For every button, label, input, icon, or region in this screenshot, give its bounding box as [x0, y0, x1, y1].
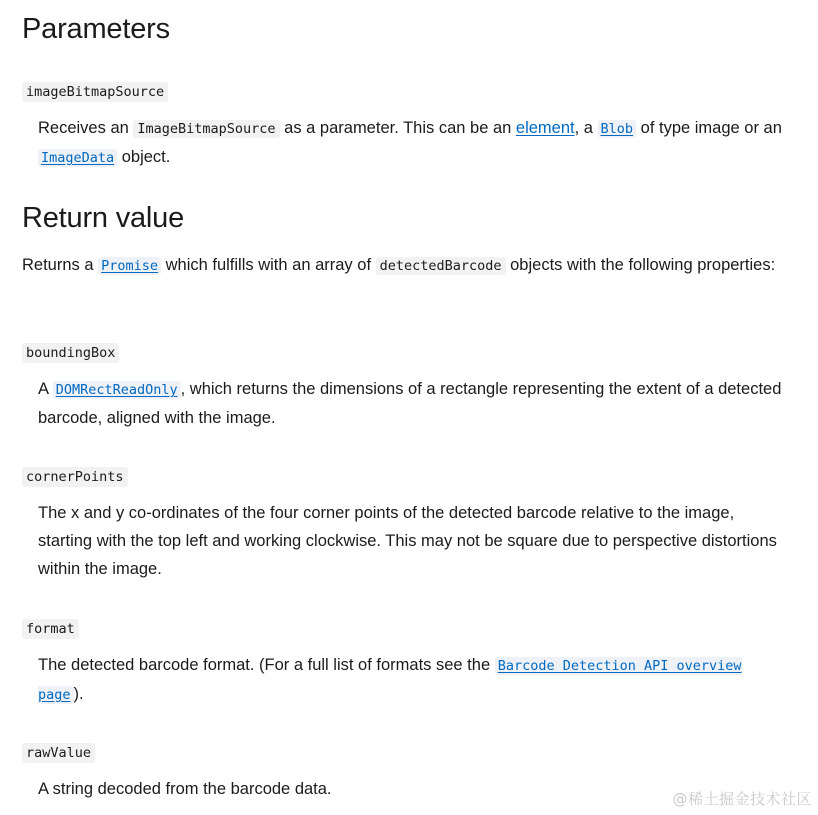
text: Returns a [22, 256, 99, 274]
term-code: format [22, 619, 79, 639]
term-cornerpoints [22, 468, 128, 486]
term-code: cornerPoints [22, 467, 128, 487]
text: object. [117, 148, 171, 166]
return-value-intro [22, 251, 792, 280]
cornerpoints-description [38, 499, 788, 583]
text: The detected barcode format. (For a full list of formats see the [38, 656, 495, 674]
text: which fulfills with an array of [161, 256, 376, 274]
imagebitmapsource-description [38, 114, 788, 172]
parameters-heading: Parameters [22, 13, 170, 45]
term-imagebitmapsource [22, 83, 168, 101]
text: ). [73, 685, 84, 703]
text: A string decoded from the barcode data. [38, 780, 332, 798]
text: A [38, 380, 53, 398]
text: Receives an [38, 119, 134, 137]
text: as a parameter. This can be an [279, 119, 516, 137]
text: , a [574, 119, 598, 137]
element-link[interactable]: element [515, 119, 575, 137]
imagedata-link[interactable]: ImageData [38, 149, 117, 167]
inline-code-detectedbarcode: detectedBarcode [376, 257, 506, 275]
return-value-heading: Return value [22, 202, 185, 234]
text: of type image or an [636, 119, 782, 137]
term-boundingbox [22, 344, 119, 362]
boundingbox-description [38, 375, 788, 432]
format-description [38, 651, 788, 709]
text: , which returns the dimensions of a rectangle representing the extent of a detected barcode, aligned with the image. [38, 380, 782, 427]
term-code: imageBitmapSource [22, 82, 168, 102]
promise-link[interactable]: Promise [98, 257, 161, 275]
watermark: @稀土掘金技术社区 [672, 790, 812, 808]
blob-link[interactable]: Blob [598, 120, 637, 138]
inline-code-imagebitmapsource: ImageBitmapSource [133, 120, 279, 138]
term-rawvalue [22, 744, 95, 762]
term-code: rawValue [22, 743, 95, 763]
text: The x and y co-ordinates of the four corner points of the detected barcode relative to the image, starting with the top left and working clockwise. This may not be square due to perspective distortions within the image. [38, 504, 777, 578]
barcode-detection-api-overview-link[interactable]: Barcode Detection API overview page [38, 658, 742, 703]
term-code: boundingBox [22, 343, 119, 363]
text: objects with the following properties: [505, 256, 776, 274]
domrectreadonly-link[interactable]: DOMRectReadOnly [53, 381, 181, 399]
term-format [22, 620, 79, 638]
